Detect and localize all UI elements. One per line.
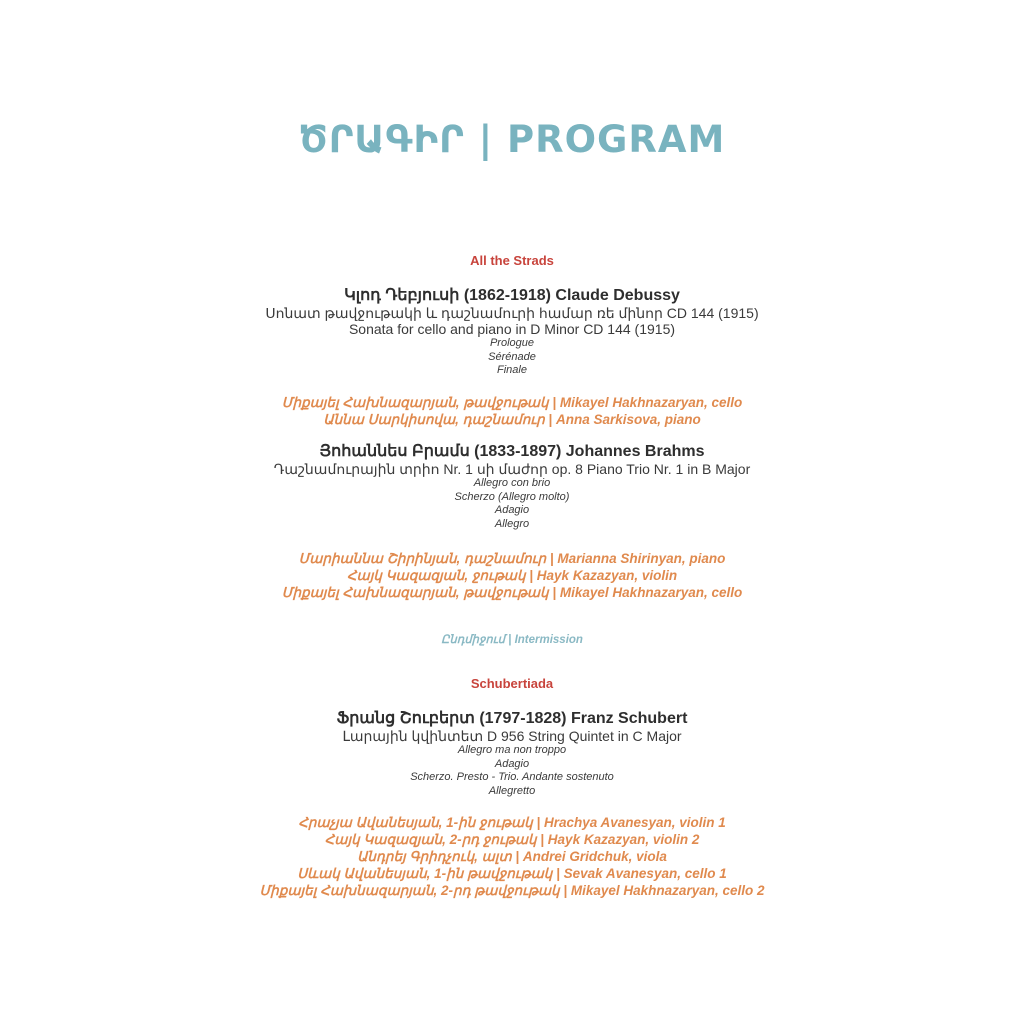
work-title-english: Sonata for cello and piano in D Minor CD 144 (1915)	[348, 321, 676, 337]
piece-brahms	[0, 443, 1024, 531]
movement: Scherzo (Allegro molto)	[454, 490, 570, 503]
intermission-label: Ընդմիջում | Intermission	[441, 634, 583, 646]
performer: Միքայել Հախնազարյան, 2-րդ թավջութակ | Mikayel Hakhnazaryan, cello 2	[259, 883, 765, 898]
movement: Allegro con brio	[473, 477, 551, 489]
performers-schubert	[0, 814, 1024, 899]
movement: Adagio	[494, 504, 530, 516]
performer: Մարիաննա Շիրինյան, դաշնամուր | Marianna Shirinyan, piano	[298, 551, 726, 566]
performer: Միքայել Հախնազարյան, թավջութակ | Mikayel Hakhnazaryan, cello	[281, 585, 743, 600]
composer-heading: Յոհաննես Բրամս (1833-1897) Johannes Brahms	[319, 443, 705, 460]
movement: Prologue	[489, 337, 535, 349]
work-title: Լարային կվինտետ D 956 String Quintet in C Major	[342, 728, 682, 744]
work-title: Դաշնամուրային տրիո Nr. 1 սի մաժոր op. 8 Piano Trio Nr. 1 in B Major	[273, 461, 751, 477]
page-title: ԾՐԱԳԻՐ | PROGRAM	[298, 118, 726, 161]
performer: Հրաչյա Ավանեսյան, 1-ին ջութակ | Hrachya Avanesyan, violin 1	[298, 815, 726, 830]
movement: Sérénade	[488, 350, 536, 363]
movement: Adagio	[494, 757, 530, 770]
performer: Հայկ Կազազյան, 2-րդ ջութակ | Hayk Kazazyan, violin 2	[324, 832, 700, 847]
movement: Allegro	[494, 517, 530, 530]
composer-heading: Ֆրանց Շուբերտ (1797-1828) Franz Schubert	[336, 710, 688, 727]
section-title-all-the-strads: All the Strads	[470, 253, 554, 268]
performer: Սևակ Ավանեսյան, 1-ին թավջութակ | Sevak Avanesyan, cello 1	[297, 866, 727, 881]
movement: Scherzo. Presto - Trio. Andante sostenuto	[410, 771, 614, 783]
section-title-schubertiada: Schubertiada	[470, 676, 554, 691]
movement: Finale	[497, 364, 527, 376]
performer: Միքայել Հախնազարյան, թավջութակ | Mikayel Hakhnazaryan, cello	[281, 395, 743, 410]
composer-heading: Կլոդ Դեբյուսի (1862-1918) Claude Debussy	[344, 287, 680, 304]
movement: Allegro ma non troppo	[457, 744, 567, 756]
work-title-armenian: Սոնատ թավջութակի և դաշնամուրի համար ռե մինոր CD 144 (1915)	[265, 305, 759, 321]
performers-brahms	[0, 550, 1024, 601]
piece-debussy	[0, 287, 1024, 378]
performer: Հայկ Կազազյան, ջութակ | Hayk Kazazyan, violin	[346, 568, 678, 583]
performer: Աննա Սարկիսովա, դաշնամուր | Anna Sarkisova, piano	[323, 412, 701, 427]
movement: Allegretto	[488, 784, 536, 797]
piece-schubert	[0, 710, 1024, 798]
performer: Անդրեյ Գրիդչուկ, ալտ | Andrei Gridchuk, viola	[357, 849, 667, 864]
performers-debussy	[0, 394, 1024, 428]
